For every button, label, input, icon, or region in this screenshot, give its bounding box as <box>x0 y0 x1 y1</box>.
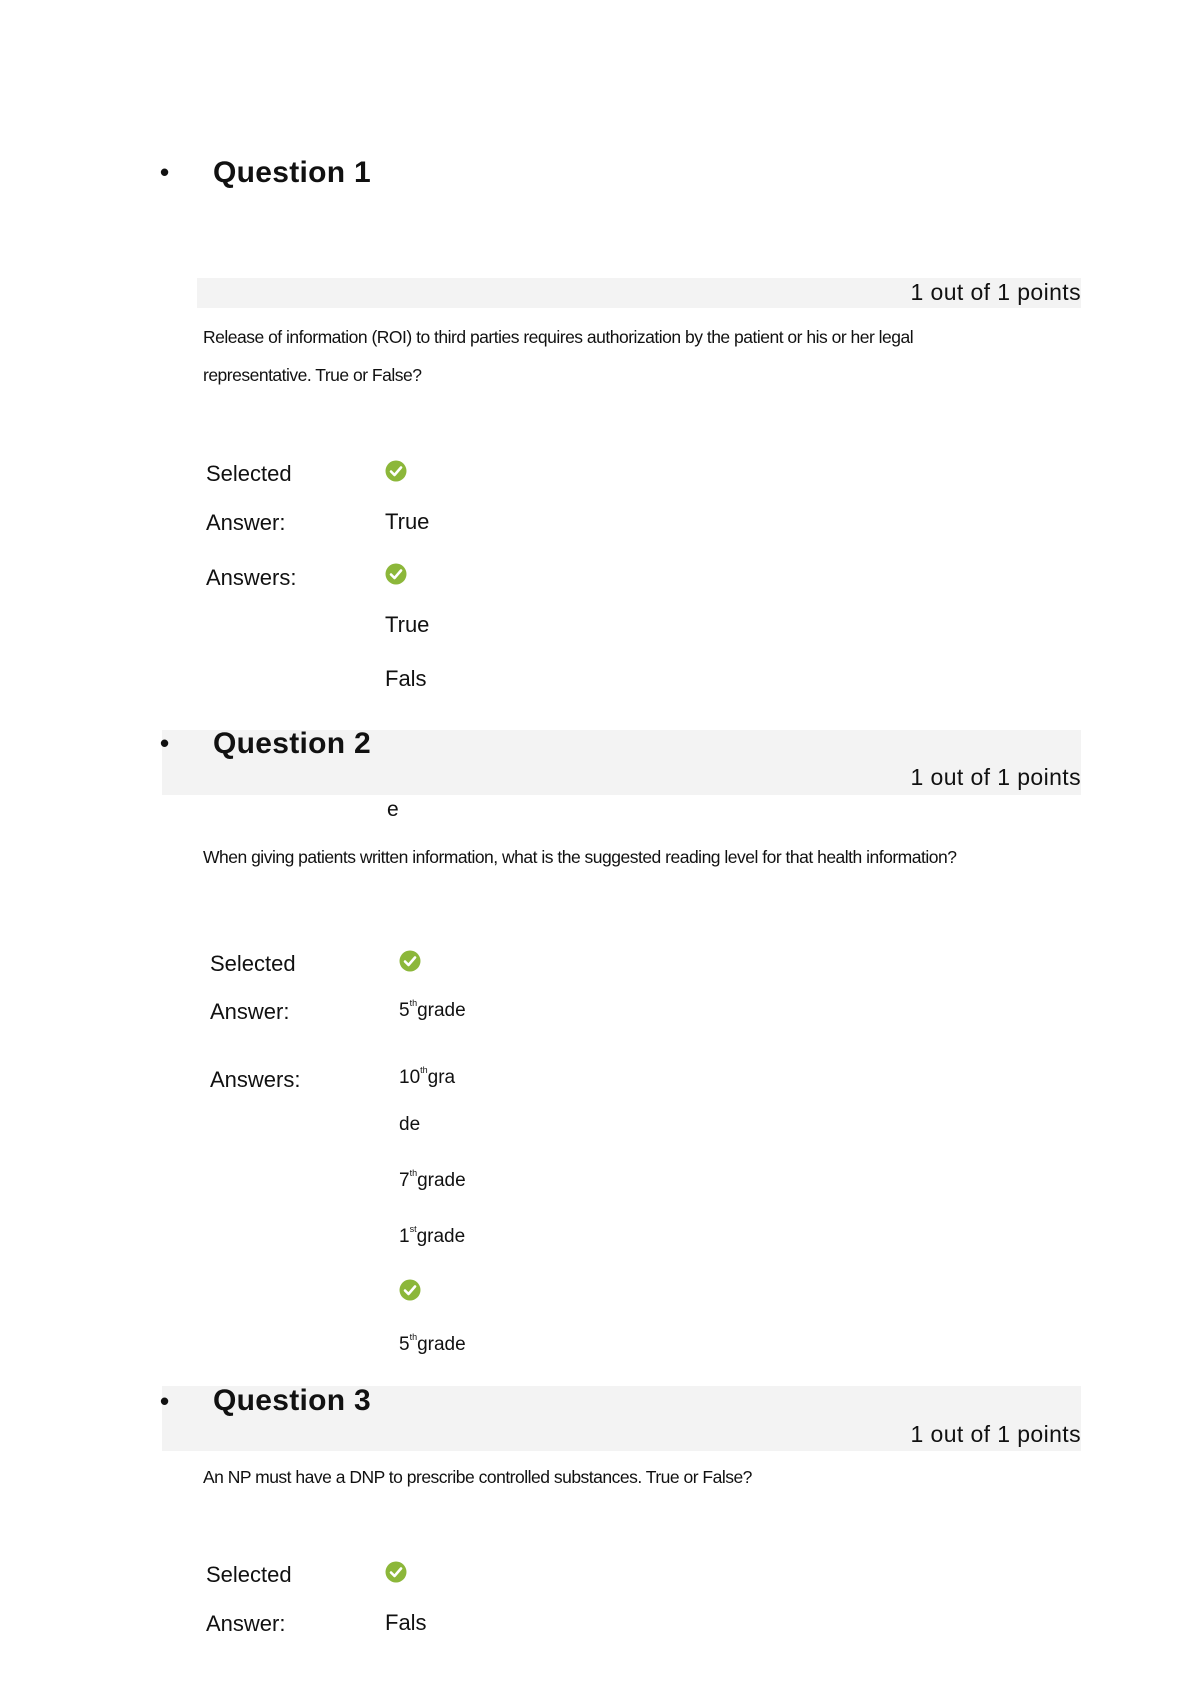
question-1-selected-answer: True <box>385 509 430 534</box>
question-2-selected-label: Selected <box>210 951 296 976</box>
check-circle-icon <box>385 460 407 482</box>
question-2-selected-answer: 5thgrade <box>399 998 466 1021</box>
question-2-answers-label: Answers: <box>210 1067 301 1092</box>
check-circle-icon <box>399 950 421 972</box>
question-2-points: 1 out of 1 points <box>910 764 1081 790</box>
question-2-answer-option: 5thgrade <box>399 1332 466 1355</box>
question-1-answer-option: True <box>385 612 430 637</box>
question-1-selected-label: Selected <box>206 461 292 486</box>
question-1-points: 1 out of 1 points <box>910 279 1081 305</box>
question-1-answer-option: e <box>387 798 399 821</box>
question-2-answer-option: de <box>399 1114 421 1135</box>
question-1-title: Question 1 <box>213 156 372 189</box>
check-circle-icon <box>385 1561 407 1583</box>
question-1-answer-label: Answer: <box>206 510 286 535</box>
question-2-answer-label: Answer: <box>210 999 290 1024</box>
bullet-icon: • <box>160 1386 170 1416</box>
question-3-selected-answer: Fals <box>385 1610 427 1635</box>
question-1-answer-option: Fals <box>385 666 427 691</box>
question-1-text-line-1: Release of information (ROI) to third parties requires authorization by the patient or his or her legal <box>203 327 914 347</box>
check-circle-icon <box>385 563 407 585</box>
check-circle-icon <box>399 1279 421 1301</box>
question-1-text-line-2: representative. True or False? <box>203 365 422 385</box>
bullet-icon: • <box>160 157 170 187</box>
question-3-answer-label: Answer: <box>206 1611 286 1636</box>
bullet-icon: • <box>160 728 170 758</box>
question-2-title: Question 2 <box>213 727 372 760</box>
question-3-selected-label: Selected <box>206 1562 292 1587</box>
question-1-answers-label: Answers: <box>206 565 297 590</box>
question-3-title: Question 3 <box>213 1384 372 1417</box>
question-2-answer-option: 10thgra <box>399 1065 456 1088</box>
question-2-answer-option: 7thgrade <box>399 1168 466 1191</box>
question-3-points: 1 out of 1 points <box>910 1421 1081 1447</box>
question-2-answer-option: 1stgrade <box>399 1224 466 1247</box>
question-2-text: When giving patients written information, what is the suggested reading level for that health information? <box>203 847 957 867</box>
question-3-text: An NP must have a DNP to prescribe controlled substances. True or False? <box>203 1467 752 1487</box>
